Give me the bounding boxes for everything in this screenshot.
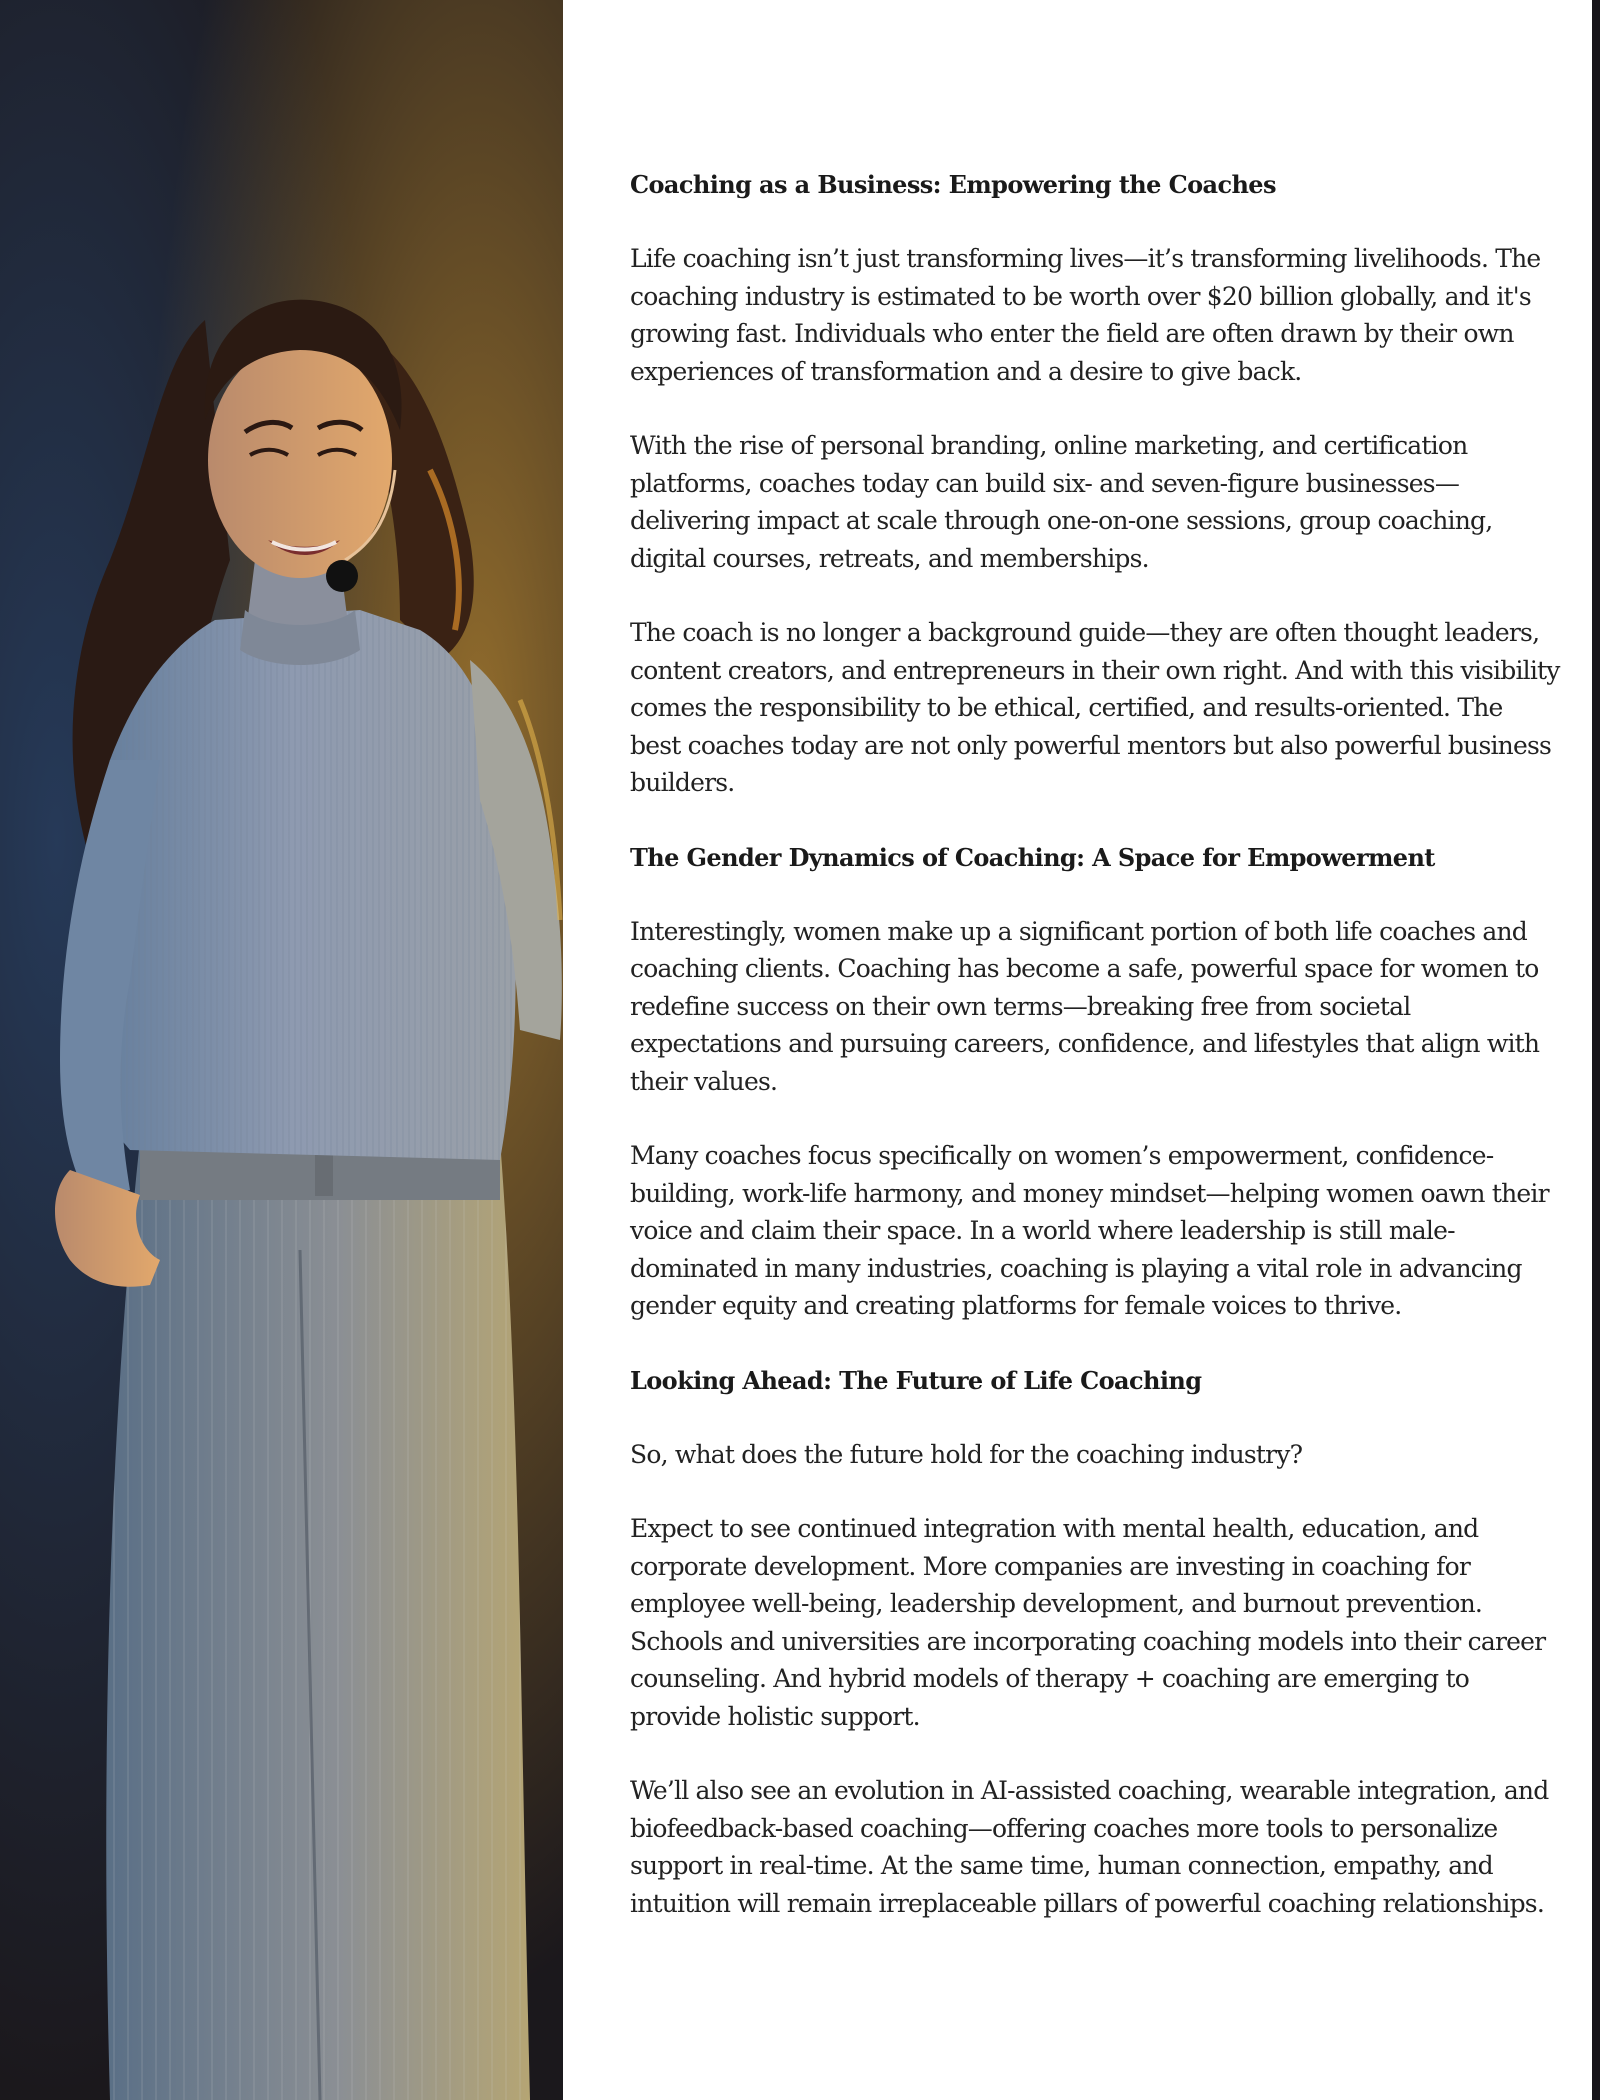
- paragraph: We’ll also see an evolution in AI-assisted coaching, wearable integration, and biofeedback-based coaching—offering coaches more tools to personalize support in real-time. At the same time, human connection, empathy, and intuition will remain irreplaceable pillars of powerful coaching relationships.: [630, 1776, 1549, 1918]
- paragraph: Life coaching isn’t just transforming lives—it’s transforming livelihoods. The coaching industry is estimated to be worth over $20 billion globally, and it's growing fast. Individuals who enter the field are often drawn by their own experiences of transformation and a desire to give back.: [630, 244, 1541, 386]
- speaker-illustration: [0, 0, 563, 2100]
- paragraph: The coach is no longer a background guide—they are often thought leaders, content creators, and entrepreneurs in their own right. And with this visibility comes the responsibility to be ethical, certified, and results-oriented. The best coaches today are not only powerful mentors but also powerful business builders.: [630, 618, 1560, 797]
- section-future-of-coaching: [630, 1362, 1560, 1923]
- section-heading: The Gender Dynamics of Coaching: A Space for Empowerment: [630, 842, 1435, 872]
- section-heading: Coaching as a Business: Empowering the Coaches: [630, 170, 1276, 199]
- page-edge-strip: [1592, 0, 1600, 2100]
- section-heading: Looking Ahead: The Future of Life Coaching: [630, 1365, 1202, 1395]
- section-coaching-business: [630, 166, 1560, 802]
- paragraph: Many coaches focus specifically on women’s empowerment, confidence-building, work-life harmony, and money mindset—helping women oawn their voice and claim their space. In a world where leadership is still male-dominated in many industries, coaching is playing a vital role in advancing gender equity and creating platforms for female voices to thrive.: [630, 1141, 1549, 1320]
- section-gender-dynamics: [630, 839, 1560, 1325]
- paragraph: Expect to see continued integration with mental health, education, and corporate development. More companies are investing in coaching for employee well-being, leadership development, and burnout prevention. Schools and universities are incorporating coaching models into their career counseling. And hybrid models of therapy + coaching are emerging to provide holistic support.: [630, 1514, 1546, 1731]
- speaker-photo: [0, 0, 563, 2100]
- article-body: [630, 166, 1560, 1959]
- paragraph: With the rise of personal branding, online marketing, and certification platforms, coaches today can build six- and seven-figure businesses—delivering impact at scale through one-on-one sessions, group coaching, digital courses, retreats, and memberships.: [630, 431, 1493, 573]
- paragraph: So, what does the future hold for the coaching industry?: [630, 1439, 1303, 1469]
- paragraph: Interestingly, women make up a significant portion of both life coaches and coaching clients. Coaching has become a safe, powerful space for women to redefine success on their own terms—breaking free from societal expectations and pursuing careers, confidence, and lifestyles that align with their values.: [630, 916, 1540, 1096]
